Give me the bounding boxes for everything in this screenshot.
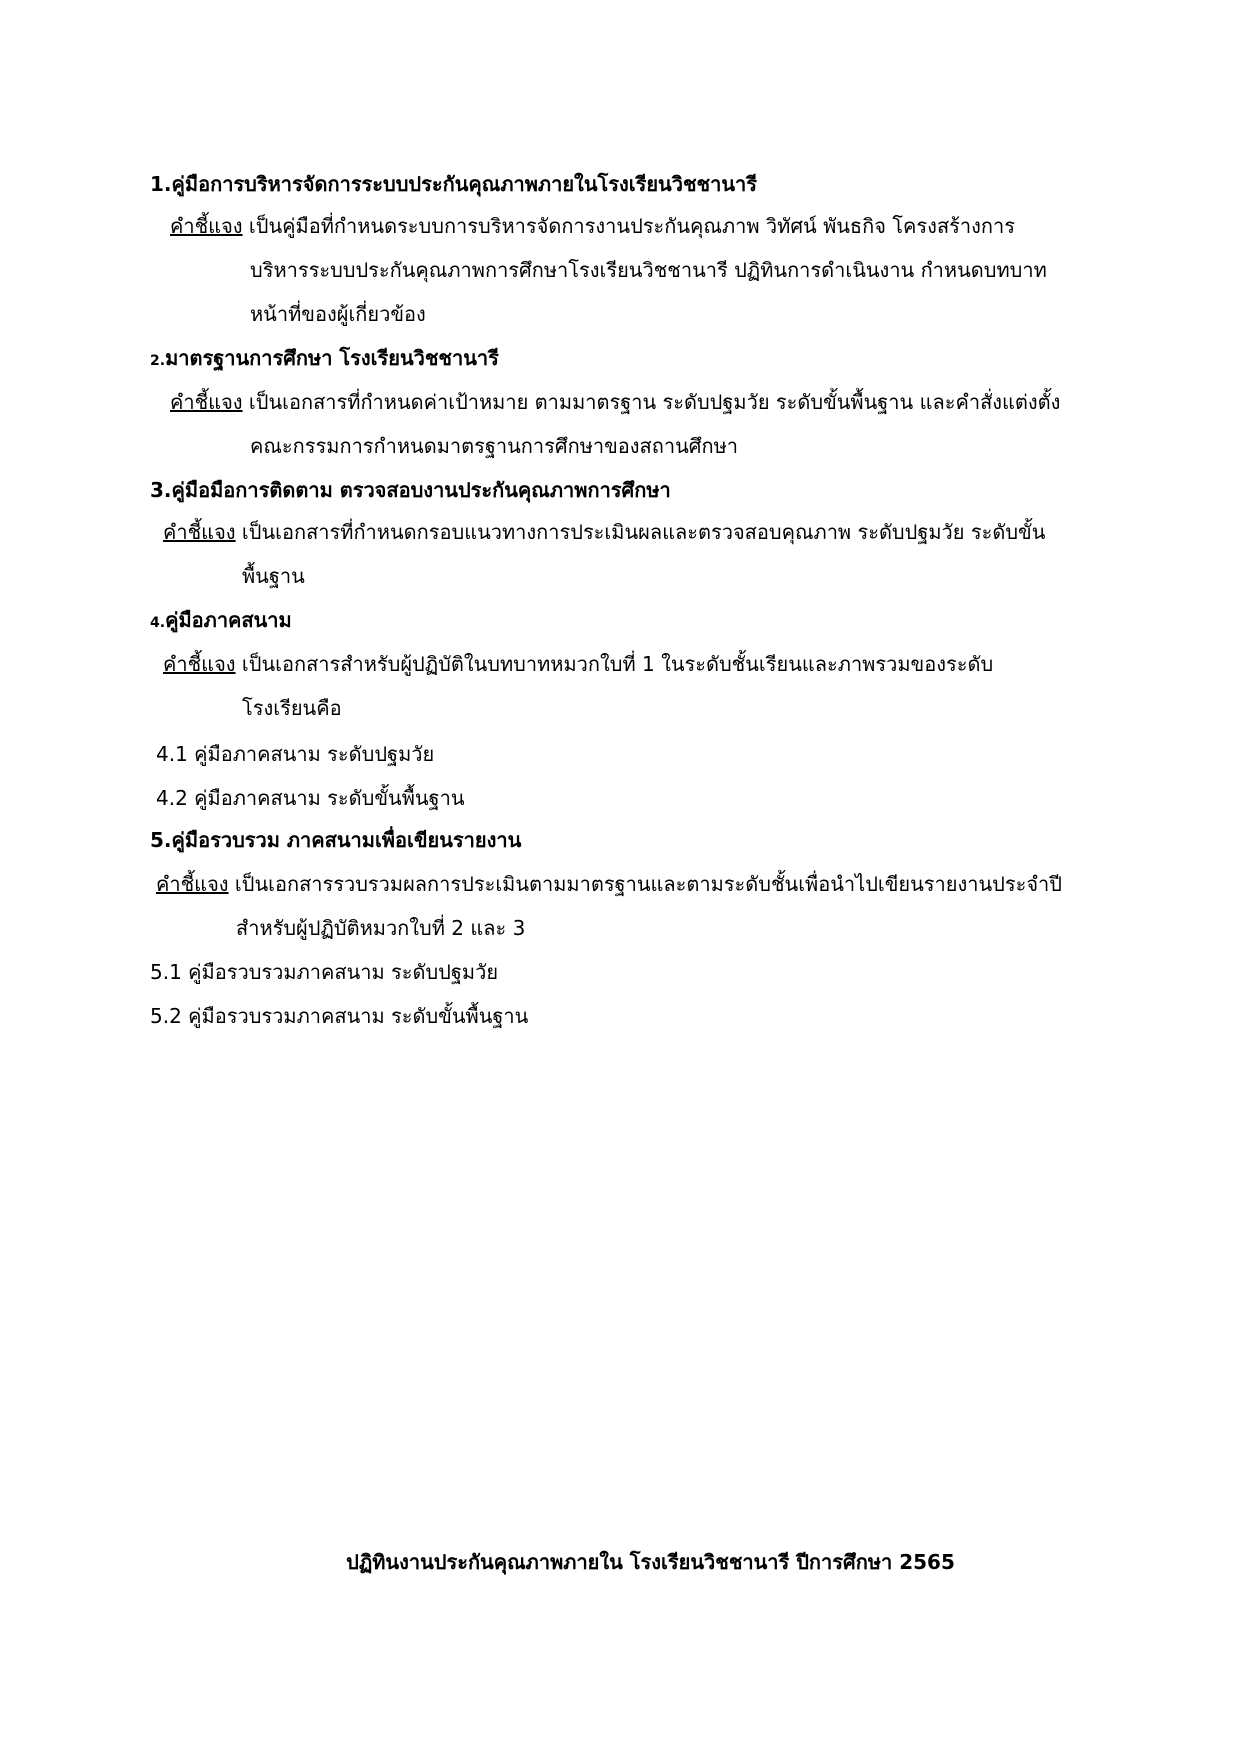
section-5-label: คำชี้แจง (156, 872, 229, 896)
section-4-label: คำชี้แจง (163, 652, 236, 676)
section-1-number: 1. (150, 172, 172, 196)
section-3-desc-line-2: พื้นฐาน (242, 564, 305, 588)
section-5-desc-line-1 (156, 870, 1062, 898)
section-5-title: คู่มือรวบรวม ภาคสนามเพื่อเขียนรายงาน (171, 828, 522, 852)
section-2-number: 2. (150, 353, 166, 369)
section-5-desc-line-2: สำหรับผู้ปฏิบัติหมวกใบที่ 2 และ 3 (236, 916, 526, 940)
section-1-label: คำชี้แจง (170, 214, 243, 238)
section-3-heading (150, 476, 671, 504)
section-1-desc-line-2: บริหารระบบประกันคุณภาพการศึกษาโรงเรียนวิชชานารี ปฏิทินการดำเนินงาน กำหนดบทบาท (250, 258, 1047, 282)
section-1-desc-line-3: หน้าที่ของผู้เกี่ยวข้อง (250, 302, 426, 326)
section-3-title: คู่มือมือการติดตาม ตรวจสอบงานประกันคุณภาพการศึกษา (171, 478, 671, 502)
section-1-heading (150, 170, 757, 198)
section-4-title: คู่มือภาคสนาม (165, 608, 292, 632)
section-4-desc-text-1: เป็นเอกสารสำหรับผู้ปฏิบัติในบทบาทหมวกใบที่ 1 ในระดับชั้นเรียนและภาพรวมของระดับ (241, 652, 994, 676)
section-5-number: 5. (150, 828, 172, 852)
section-4-desc-line-1 (163, 650, 993, 678)
page-footer: ปฏิทินงานประกันคุณภาพภายใน โรงเรียนวิชชานารี ปีการศึกษา 2565 (346, 1550, 955, 1574)
section-2-label: คำชี้แจง (170, 390, 243, 414)
section-4-number: 4. (150, 615, 166, 631)
section-1-desc-line-1 (170, 212, 1015, 240)
section-2-desc-line-1 (170, 388, 1060, 416)
section-4-sub-item-1: 4.1 คู่มือภาคสนาม ระดับปฐมวัย (156, 742, 435, 766)
section-4-desc-line-2: โรงเรียนคือ (242, 696, 342, 720)
section-2-desc-line-2: คณะกรรมการกำหนดมาตรฐานการศึกษาของสถานศึกษา (250, 434, 738, 458)
section-2-heading (150, 344, 499, 375)
section-3-desc-text-1: เป็นเอกสารที่กำหนดกรอบแนวทางการประเมินผลและตรวจสอบคุณภาพ ระดับปฐมวัย ระดับขั้น (241, 520, 1046, 544)
section-4-sub-item-2: 4.2 คู่มือภาคสนาม ระดับขั้นพื้นฐาน (156, 786, 465, 810)
section-3-desc-line-1 (163, 518, 1045, 546)
section-1-desc-text-1: เป็นคู่มือที่กำหนดระบบการบริหารจัดการงานประกันคุณภาพ วิทัศน์ พันธกิจ โครงสร้างการ (248, 214, 1015, 238)
section-5-heading (150, 826, 521, 854)
section-5-desc-text-1: เป็นเอกสารรวบรวมผลการประเมินตามมาตรฐานและตามระดับชั้นเพื่อนำไปเขียนรายงานประจำปี (234, 872, 1062, 896)
section-5-sub-item-2: 5.2 คู่มือรวบรวมภาคสนาม ระดับขั้นพื้นฐาน (150, 1004, 529, 1028)
section-5-sub-item-1: 5.1 คู่มือรวบรวมภาคสนาม ระดับปฐมวัย (150, 960, 499, 984)
section-2-desc-text-1: เป็นเอกสารที่กำหนดค่าเป้าหมาย ตามมาตรฐาน ระดับปฐมวัย ระดับขั้นพื้นฐาน และคำสั่งแต่งตั้ง (248, 390, 1061, 414)
section-3-label: คำชี้แจง (163, 520, 236, 544)
section-3-number: 3. (150, 478, 172, 502)
section-1-title: คู่มือการบริหารจัดการระบบประกันคุณภาพภายในโรงเรียนวิชชานารี (171, 172, 757, 196)
section-2-title: มาตรฐานการศึกษา โรงเรียนวิชชานารี (165, 346, 499, 370)
section-4-heading (150, 606, 292, 637)
